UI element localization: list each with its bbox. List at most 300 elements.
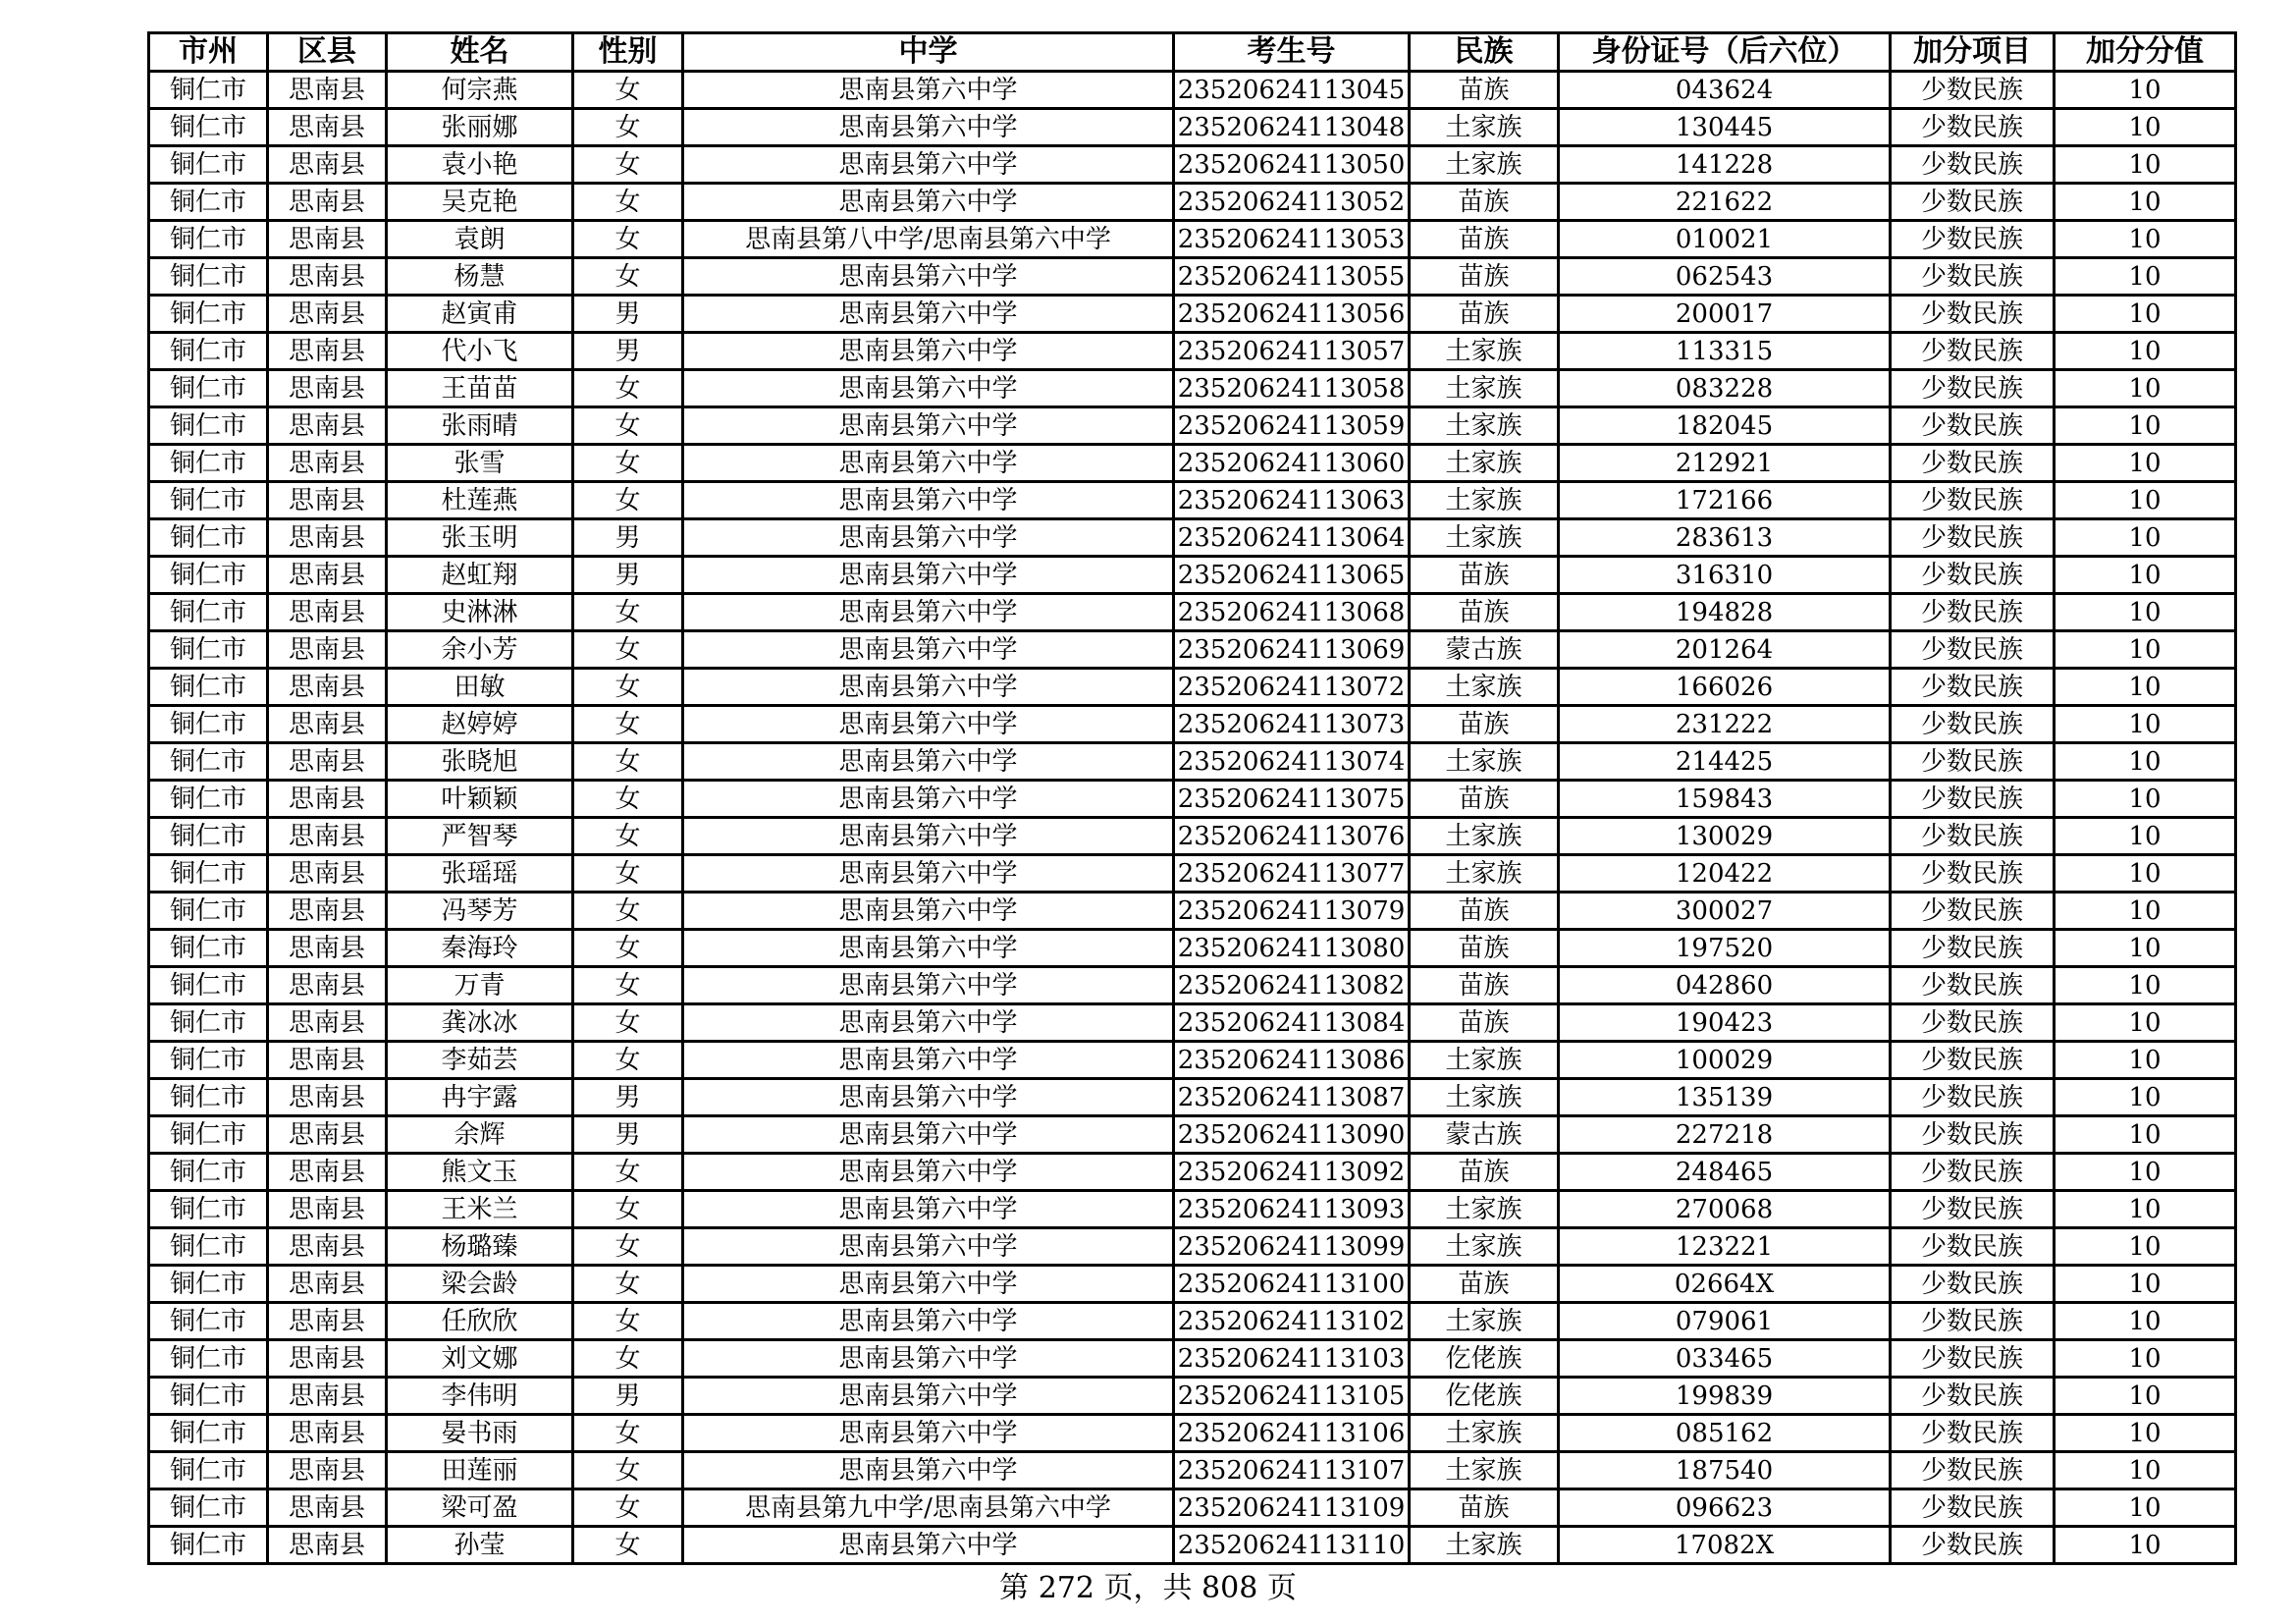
table-cell: 思南县 <box>268 631 387 669</box>
table-cell: 铜仁市 <box>149 1415 268 1452</box>
table-cell: 万青 <box>387 967 573 1004</box>
table-row <box>149 1527 2236 1564</box>
table-row <box>149 1042 2236 1079</box>
table-row <box>149 1079 2236 1116</box>
table-cell: 23520624113099 <box>1174 1228 1410 1266</box>
table-cell: 女 <box>573 1303 683 1340</box>
table-row <box>149 1340 2236 1378</box>
table-cell: 女 <box>573 706 683 743</box>
table-cell: 少数民族 <box>1891 743 2055 781</box>
table-cell: 思南县 <box>268 445 387 482</box>
table-cell: 女 <box>573 445 683 482</box>
table-cell: 苗族 <box>1410 258 1559 296</box>
table-row <box>149 1116 2236 1154</box>
table-cell: 23520624113060 <box>1174 445 1410 482</box>
table-cell: 10 <box>2055 1004 2236 1042</box>
table-cell: 少数民族 <box>1891 1004 2055 1042</box>
table-cell: 田莲丽 <box>387 1452 573 1489</box>
table-cell: 思南县 <box>268 221 387 258</box>
table-row <box>149 967 2236 1004</box>
table-cell: 王苗苗 <box>387 370 573 407</box>
table-cell: 23520624113076 <box>1174 818 1410 855</box>
table-cell: 铜仁市 <box>149 594 268 631</box>
table-cell: 铜仁市 <box>149 146 268 184</box>
table-row <box>149 631 2236 669</box>
table-cell: 100029 <box>1559 1042 1891 1079</box>
table-cell: 少数民族 <box>1891 519 2055 557</box>
table-cell: 10 <box>2055 1452 2236 1489</box>
table-cell: 010021 <box>1559 221 1891 258</box>
table-cell: 思南县第六中学 <box>683 296 1174 333</box>
table-cell: 土家族 <box>1410 482 1559 519</box>
table-cell: 思南县第六中学 <box>683 146 1174 184</box>
table-cell: 赵寅甫 <box>387 296 573 333</box>
table-cell: 土家族 <box>1410 818 1559 855</box>
table-cell: 女 <box>573 407 683 445</box>
table-cell: 283613 <box>1559 519 1891 557</box>
table-cell: 少数民族 <box>1891 1266 2055 1303</box>
table-cell: 土家族 <box>1410 146 1559 184</box>
column-header: 身份证号（后六位） <box>1559 33 1891 72</box>
table-cell: 10 <box>2055 109 2236 146</box>
table-cell: 23520624113045 <box>1174 72 1410 109</box>
table-cell: 铜仁市 <box>149 1042 268 1079</box>
table-cell: 张瑶瑶 <box>387 855 573 893</box>
table-cell: 土家族 <box>1410 1079 1559 1116</box>
table-cell: 23520624113068 <box>1174 594 1410 631</box>
table-cell: 300027 <box>1559 893 1891 930</box>
table-cell: 思南县 <box>268 1527 387 1564</box>
table-cell: 铜仁市 <box>149 781 268 818</box>
table-cell: 23520624113055 <box>1174 258 1410 296</box>
table-cell: 苗族 <box>1410 594 1559 631</box>
table-cell: 土家族 <box>1410 1303 1559 1340</box>
table-cell: 23520624113073 <box>1174 706 1410 743</box>
table-cell: 男 <box>573 333 683 370</box>
table-cell: 任欣欣 <box>387 1303 573 1340</box>
table-cell: 思南县 <box>268 1303 387 1340</box>
table-cell: 代小飞 <box>387 333 573 370</box>
table-cell: 少数民族 <box>1891 407 2055 445</box>
table-cell: 李茹芸 <box>387 1042 573 1079</box>
table-cell: 思南县第六中学 <box>683 184 1174 221</box>
table-cell: 王米兰 <box>387 1191 573 1228</box>
table-cell: 仡佬族 <box>1410 1378 1559 1415</box>
table-cell: 女 <box>573 743 683 781</box>
table-cell: 10 <box>2055 1266 2236 1303</box>
table-row <box>149 930 2236 967</box>
table-cell: 少数民族 <box>1891 594 2055 631</box>
table-cell: 思南县第六中学 <box>683 258 1174 296</box>
table-cell: 少数民族 <box>1891 781 2055 818</box>
table-row <box>149 1489 2236 1527</box>
table-cell: 田敏 <box>387 669 573 706</box>
table-cell: 10 <box>2055 1116 2236 1154</box>
table-row <box>149 296 2236 333</box>
table-cell: 23520624113059 <box>1174 407 1410 445</box>
table-row <box>149 1378 2236 1415</box>
table-cell: 土家族 <box>1410 109 1559 146</box>
table-cell: 土家族 <box>1410 1452 1559 1489</box>
table-cell: 思南县第六中学 <box>683 1228 1174 1266</box>
table-cell: 思南县 <box>268 669 387 706</box>
table-cell: 思南县 <box>268 258 387 296</box>
table-cell: 土家族 <box>1410 1415 1559 1452</box>
column-header: 性别 <box>573 33 683 72</box>
table-cell: 197520 <box>1559 930 1891 967</box>
table-cell: 思南县第六中学 <box>683 669 1174 706</box>
table-cell: 思南县 <box>268 1191 387 1228</box>
table-cell: 思南县第六中学 <box>683 557 1174 594</box>
table-cell: 铜仁市 <box>149 1489 268 1527</box>
table-cell: 苗族 <box>1410 1266 1559 1303</box>
table-cell: 仡佬族 <box>1410 1340 1559 1378</box>
table-cell: 女 <box>573 370 683 407</box>
table-cell: 思南县第六中学 <box>683 1266 1174 1303</box>
table-cell: 思南县 <box>268 370 387 407</box>
table-cell: 女 <box>573 1266 683 1303</box>
table-cell: 182045 <box>1559 407 1891 445</box>
table-cell: 10 <box>2055 445 2236 482</box>
table-cell: 10 <box>2055 669 2236 706</box>
table-cell: 043624 <box>1559 72 1891 109</box>
table-cell: 铜仁市 <box>149 72 268 109</box>
table-cell: 铜仁市 <box>149 1266 268 1303</box>
table-cell: 叶颖颖 <box>387 781 573 818</box>
table-cell: 10 <box>2055 1079 2236 1116</box>
table-cell: 铜仁市 <box>149 669 268 706</box>
table-cell: 铜仁市 <box>149 333 268 370</box>
table-cell: 10 <box>2055 557 2236 594</box>
table-cell: 铜仁市 <box>149 631 268 669</box>
table-cell: 铜仁市 <box>149 557 268 594</box>
table-cell: 23520624113079 <box>1174 893 1410 930</box>
table-cell: 思南县 <box>268 1378 387 1415</box>
table-cell: 200017 <box>1559 296 1891 333</box>
table-cell: 194828 <box>1559 594 1891 631</box>
table-cell: 少数民族 <box>1891 818 2055 855</box>
table-cell: 男 <box>573 1116 683 1154</box>
table-cell: 土家族 <box>1410 1042 1559 1079</box>
table-cell: 袁小艳 <box>387 146 573 184</box>
table-cell: 少数民族 <box>1891 706 2055 743</box>
table-cell: 少数民族 <box>1891 1154 2055 1191</box>
table-cell: 思南县第六中学 <box>683 855 1174 893</box>
table-cell: 少数民族 <box>1891 1378 2055 1415</box>
table-cell: 思南县第六中学 <box>683 1042 1174 1079</box>
table-cell: 苗族 <box>1410 893 1559 930</box>
table-cell: 女 <box>573 1340 683 1378</box>
table-cell: 23520624113075 <box>1174 781 1410 818</box>
table-cell: 女 <box>573 855 683 893</box>
table-cell: 苗族 <box>1410 72 1559 109</box>
table-cell: 苗族 <box>1410 1004 1559 1042</box>
table-cell: 熊文玉 <box>387 1154 573 1191</box>
table-row <box>149 482 2236 519</box>
table-cell: 女 <box>573 1154 683 1191</box>
table-row <box>149 1266 2236 1303</box>
table-cell: 10 <box>2055 519 2236 557</box>
table-cell: 思南县第六中学 <box>683 370 1174 407</box>
table-cell: 铜仁市 <box>149 519 268 557</box>
table-cell: 少数民族 <box>1891 855 2055 893</box>
table-cell: 23520624113058 <box>1174 370 1410 407</box>
table-cell: 10 <box>2055 781 2236 818</box>
table-cell: 张晓旭 <box>387 743 573 781</box>
table-cell: 女 <box>573 1191 683 1228</box>
table-cell: 铜仁市 <box>149 855 268 893</box>
table-cell: 23520624113056 <box>1174 296 1410 333</box>
table-cell: 土家族 <box>1410 519 1559 557</box>
table-row <box>149 855 2236 893</box>
table-cell: 思南县第九中学/思南县第六中学 <box>683 1489 1174 1527</box>
table-row <box>149 818 2236 855</box>
table-cell: 余辉 <box>387 1116 573 1154</box>
table-cell: 思南县 <box>268 930 387 967</box>
table-cell: 赵虹翔 <box>387 557 573 594</box>
table-cell: 思南县第六中学 <box>683 1415 1174 1452</box>
table-cell: 铜仁市 <box>149 743 268 781</box>
table-cell: 思南县 <box>268 482 387 519</box>
table-cell: 严智琴 <box>387 818 573 855</box>
table-cell: 10 <box>2055 818 2236 855</box>
page-footer: 第 272 页，共 808 页 <box>999 1571 1297 1605</box>
table-cell: 思南县第六中学 <box>683 333 1174 370</box>
table-cell: 刘文娜 <box>387 1340 573 1378</box>
table-body <box>149 72 2236 1564</box>
table-cell: 土家族 <box>1410 1191 1559 1228</box>
table-cell: 270068 <box>1559 1191 1891 1228</box>
table-cell: 思南县第六中学 <box>683 482 1174 519</box>
table-cell: 130029 <box>1559 818 1891 855</box>
table-cell: 23520624113050 <box>1174 146 1410 184</box>
table-cell: 铜仁市 <box>149 109 268 146</box>
table-cell: 思南县 <box>268 1228 387 1266</box>
table-cell: 思南县第六中学 <box>683 781 1174 818</box>
column-header: 姓名 <box>387 33 573 72</box>
table-cell: 铜仁市 <box>149 445 268 482</box>
table-cell: 思南县第八中学/思南县第六中学 <box>683 221 1174 258</box>
table-cell: 铜仁市 <box>149 1228 268 1266</box>
table-cell: 10 <box>2055 1527 2236 1564</box>
table-cell: 23520624113069 <box>1174 631 1410 669</box>
table-row <box>149 407 2236 445</box>
table-cell: 铜仁市 <box>149 296 268 333</box>
column-header: 民族 <box>1410 33 1559 72</box>
table-cell: 23520624113092 <box>1174 1154 1410 1191</box>
table-cell: 女 <box>573 669 683 706</box>
table-cell: 少数民族 <box>1891 445 2055 482</box>
table-cell: 166026 <box>1559 669 1891 706</box>
table-cell: 少数民族 <box>1891 1303 2055 1340</box>
table-cell: 214425 <box>1559 743 1891 781</box>
table-cell: 17082X <box>1559 1527 1891 1564</box>
table-cell: 23520624113100 <box>1174 1266 1410 1303</box>
table-cell: 女 <box>573 146 683 184</box>
table-cell: 思南县第六中学 <box>683 1378 1174 1415</box>
table-cell: 女 <box>573 184 683 221</box>
table-cell: 少数民族 <box>1891 631 2055 669</box>
table-cell: 23520624113057 <box>1174 333 1410 370</box>
table-cell: 苗族 <box>1410 296 1559 333</box>
table-cell: 23520624113052 <box>1174 184 1410 221</box>
table-cell: 思南县 <box>268 1079 387 1116</box>
table-cell: 苗族 <box>1410 781 1559 818</box>
table-cell: 吴克艳 <box>387 184 573 221</box>
table-cell: 思南县第六中学 <box>683 72 1174 109</box>
table-cell: 少数民族 <box>1891 1228 2055 1266</box>
table-cell: 23520624113053 <box>1174 221 1410 258</box>
table-cell: 248465 <box>1559 1154 1891 1191</box>
table-cell: 铜仁市 <box>149 1004 268 1042</box>
table-cell: 龚冰冰 <box>387 1004 573 1042</box>
table-cell: 23520624113064 <box>1174 519 1410 557</box>
table-cell: 思南县第六中学 <box>683 818 1174 855</box>
table-cell: 10 <box>2055 1489 2236 1527</box>
table-cell: 蒙古族 <box>1410 1116 1559 1154</box>
table-cell: 男 <box>573 519 683 557</box>
table-cell: 女 <box>573 631 683 669</box>
table-cell: 23520624113080 <box>1174 930 1410 967</box>
table-row <box>149 594 2236 631</box>
table-cell: 张玉明 <box>387 519 573 557</box>
table-cell: 思南县 <box>268 296 387 333</box>
table-cell: 女 <box>573 781 683 818</box>
table-cell: 土家族 <box>1410 1228 1559 1266</box>
table-row <box>149 1303 2236 1340</box>
table-cell: 079061 <box>1559 1303 1891 1340</box>
table-cell: 10 <box>2055 72 2236 109</box>
table-cell: 思南县第六中学 <box>683 1527 1174 1564</box>
table-cell: 铜仁市 <box>149 818 268 855</box>
table-cell: 孙莹 <box>387 1527 573 1564</box>
table-cell: 女 <box>573 818 683 855</box>
table-cell: 思南县第六中学 <box>683 743 1174 781</box>
table-cell: 思南县第六中学 <box>683 445 1174 482</box>
table-cell: 苗族 <box>1410 184 1559 221</box>
table-cell: 男 <box>573 296 683 333</box>
table-cell: 铜仁市 <box>149 893 268 930</box>
column-header: 中学 <box>683 33 1174 72</box>
table-row <box>149 669 2236 706</box>
table-cell: 231222 <box>1559 706 1891 743</box>
document-sheet <box>147 31 2234 1565</box>
table-cell: 少数民族 <box>1891 1452 2055 1489</box>
table-cell: 少数民族 <box>1891 109 2055 146</box>
table-cell: 少数民族 <box>1891 1340 2055 1378</box>
table-cell: 苗族 <box>1410 221 1559 258</box>
table-cell: 土家族 <box>1410 669 1559 706</box>
table-cell: 085162 <box>1559 1415 1891 1452</box>
table-cell: 铜仁市 <box>149 370 268 407</box>
table-cell: 铜仁市 <box>149 1116 268 1154</box>
table-cell: 23520624113072 <box>1174 669 1410 706</box>
table-cell: 思南县 <box>268 72 387 109</box>
table-cell: 铜仁市 <box>149 1303 268 1340</box>
table-cell: 212921 <box>1559 445 1891 482</box>
table-cell: 少数民族 <box>1891 221 2055 258</box>
table-cell: 042860 <box>1559 967 1891 1004</box>
table-cell: 思南县 <box>268 594 387 631</box>
table-cell: 思南县 <box>268 557 387 594</box>
table-cell: 23520624113048 <box>1174 109 1410 146</box>
table-cell: 思南县 <box>268 743 387 781</box>
table-cell: 女 <box>573 109 683 146</box>
table-cell: 23520624113105 <box>1174 1378 1410 1415</box>
table-cell: 铜仁市 <box>149 1452 268 1489</box>
table-cell: 23520624113106 <box>1174 1415 1410 1452</box>
table-cell: 少数民族 <box>1891 370 2055 407</box>
table-cell: 少数民族 <box>1891 1527 2055 1564</box>
table-cell: 女 <box>573 1489 683 1527</box>
table-cell: 铜仁市 <box>149 184 268 221</box>
table-cell: 铜仁市 <box>149 1154 268 1191</box>
table-cell: 思南县 <box>268 781 387 818</box>
table-cell: 10 <box>2055 930 2236 967</box>
table-cell: 少数民族 <box>1891 1079 2055 1116</box>
table-cell: 思南县 <box>268 967 387 1004</box>
table-cell: 土家族 <box>1410 407 1559 445</box>
table-row <box>149 445 2236 482</box>
table-row <box>149 743 2236 781</box>
table-cell: 02664X <box>1559 1266 1891 1303</box>
table-row <box>149 1191 2236 1228</box>
table-cell: 10 <box>2055 967 2236 1004</box>
table-cell: 少数民族 <box>1891 1116 2055 1154</box>
table-cell: 少数民族 <box>1891 1415 2055 1452</box>
column-header: 加分分值 <box>2055 33 2236 72</box>
table-cell: 少数民族 <box>1891 482 2055 519</box>
table-row <box>149 1452 2236 1489</box>
table-cell: 少数民族 <box>1891 669 2055 706</box>
table-cell: 铜仁市 <box>149 967 268 1004</box>
table-cell: 062543 <box>1559 258 1891 296</box>
table-cell: 思南县第六中学 <box>683 1191 1174 1228</box>
table-cell: 123221 <box>1559 1228 1891 1266</box>
table-cell: 10 <box>2055 1415 2236 1452</box>
table-cell: 少数民族 <box>1891 893 2055 930</box>
table-cell: 女 <box>573 1004 683 1042</box>
table-cell: 少数民族 <box>1891 967 2055 1004</box>
table-row <box>149 184 2236 221</box>
table-cell: 172166 <box>1559 482 1891 519</box>
table-cell: 23520624113063 <box>1174 482 1410 519</box>
table-cell: 10 <box>2055 296 2236 333</box>
column-header: 考生号 <box>1174 33 1410 72</box>
table-cell: 23520624113087 <box>1174 1079 1410 1116</box>
table-cell: 思南县第六中学 <box>683 1116 1174 1154</box>
table-cell: 120422 <box>1559 855 1891 893</box>
table-cell: 思南县 <box>268 1452 387 1489</box>
table-cell: 10 <box>2055 1154 2236 1191</box>
table-cell: 083228 <box>1559 370 1891 407</box>
table-cell: 铜仁市 <box>149 1378 268 1415</box>
table-cell: 思南县第六中学 <box>683 893 1174 930</box>
table-cell: 10 <box>2055 1378 2236 1415</box>
table-cell: 土家族 <box>1410 333 1559 370</box>
table-cell: 少数民族 <box>1891 184 2055 221</box>
table-row <box>149 1004 2236 1042</box>
table-cell: 113315 <box>1559 333 1891 370</box>
table-cell: 土家族 <box>1410 445 1559 482</box>
table-cell: 杨慧 <box>387 258 573 296</box>
table-row <box>149 519 2236 557</box>
table-cell: 思南县第六中学 <box>683 1340 1174 1378</box>
table-cell: 杨璐臻 <box>387 1228 573 1266</box>
table-cell: 思南县第六中学 <box>683 1004 1174 1042</box>
table-cell: 女 <box>573 1415 683 1452</box>
table-cell: 135139 <box>1559 1079 1891 1116</box>
